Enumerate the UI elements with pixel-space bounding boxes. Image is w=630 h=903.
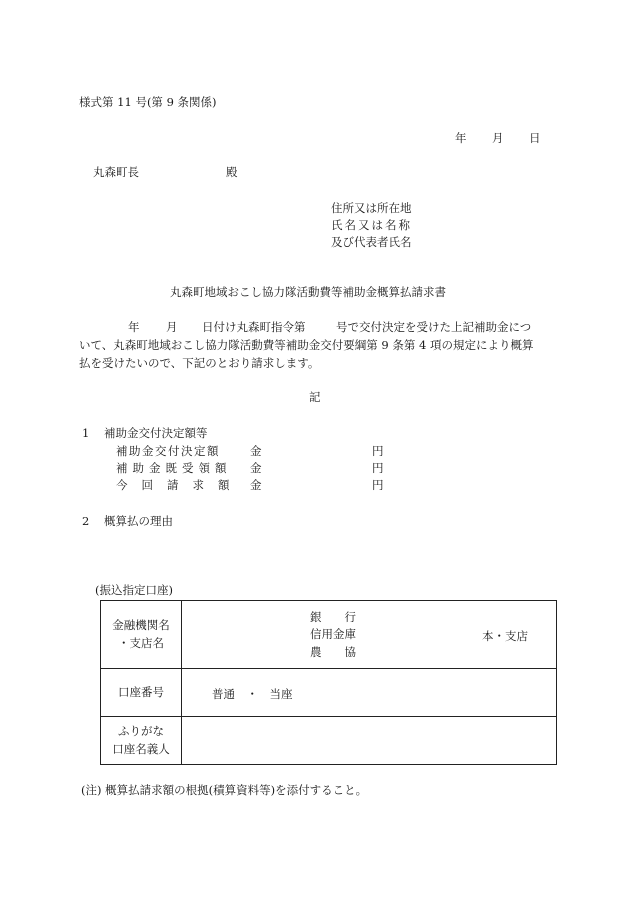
- body-date-ref: 日付け丸森町指令第: [202, 320, 306, 334]
- body-line-2: いて、丸森町地域おこし協力隊活動費等補助金交付要綱第 9 条第 4 項の規定により概算: [79, 338, 534, 352]
- addressee: 丸森町長: [93, 165, 139, 179]
- date-month: 月: [492, 131, 504, 145]
- branch-label: 本・支店: [482, 629, 528, 643]
- table-row: [101, 717, 557, 765]
- bank-caption: (振込指定口座): [95, 583, 173, 597]
- table-row: [101, 601, 557, 669]
- institution-label-2: ・支店名: [118, 635, 164, 650]
- type-bank: 銀 行: [310, 610, 356, 624]
- document-title: 丸森町地域おこし協力隊活動費等補助金概算払請求書: [170, 285, 446, 299]
- institution-cell[interactable]: [182, 601, 557, 669]
- applicant-name-label: 氏名又は名称: [331, 218, 412, 232]
- institution-label-1: 金融機関名: [112, 618, 170, 633]
- row-decision-yen: 円: [372, 444, 384, 458]
- item-2-number: 2: [82, 514, 90, 528]
- date-day: 日: [529, 131, 541, 145]
- row-decision-label: 補助金交付決定額: [116, 444, 220, 458]
- item-2-heading: 概算払の理由: [104, 514, 173, 528]
- applicant-address-label: 住所又は所在地: [331, 201, 412, 215]
- body-month: 月: [166, 320, 178, 334]
- body-line-3: 払を受けたいので、下記のとおり請求します。: [79, 356, 320, 370]
- note: (注) 概算払請求額の根拠(積算資料等)を添付すること。: [81, 783, 368, 797]
- row-received-label: 補助金既受領額: [116, 461, 232, 475]
- institution-types: [310, 609, 356, 661]
- holder-label-1: ふりがな: [118, 724, 164, 739]
- type-nokyo: 農 協: [310, 644, 356, 659]
- account-number-label: 口座番号: [101, 669, 182, 717]
- holder-label-2: 口座名義人: [112, 741, 170, 756]
- row-received-kin: 金: [250, 461, 262, 475]
- row-current-kin: 金: [250, 478, 262, 492]
- date-year: 年: [455, 131, 467, 145]
- holder-label-cell: [101, 717, 182, 765]
- account-holder-cell[interactable]: [182, 717, 557, 765]
- type-shinkin: 信用金庫: [310, 627, 356, 642]
- ki-heading: 記: [309, 390, 321, 404]
- account-type: 普通 ・ 当座: [212, 687, 293, 701]
- account-number-cell[interactable]: [182, 669, 557, 717]
- body-rest: 号で交付決定を受けた上記補助金につ: [336, 320, 532, 334]
- institution-label-cell: [101, 601, 182, 669]
- applicant-representative-label: 及び代表者氏名: [331, 235, 412, 249]
- item-1-number: 1: [82, 426, 90, 440]
- form-number: 様式第 11 号(第 9 条関係): [79, 95, 217, 109]
- item-1-heading: 補助金交付決定額等: [104, 426, 208, 440]
- table-row: [101, 669, 557, 717]
- bank-account-table: [100, 600, 557, 765]
- body-year: 年: [128, 320, 140, 334]
- row-current-label: 今回請求額: [116, 478, 244, 492]
- row-decision-kin: 金: [250, 444, 262, 458]
- row-current-yen: 円: [372, 478, 384, 492]
- honorific: 殿: [226, 165, 238, 179]
- row-received-yen: 円: [372, 461, 384, 475]
